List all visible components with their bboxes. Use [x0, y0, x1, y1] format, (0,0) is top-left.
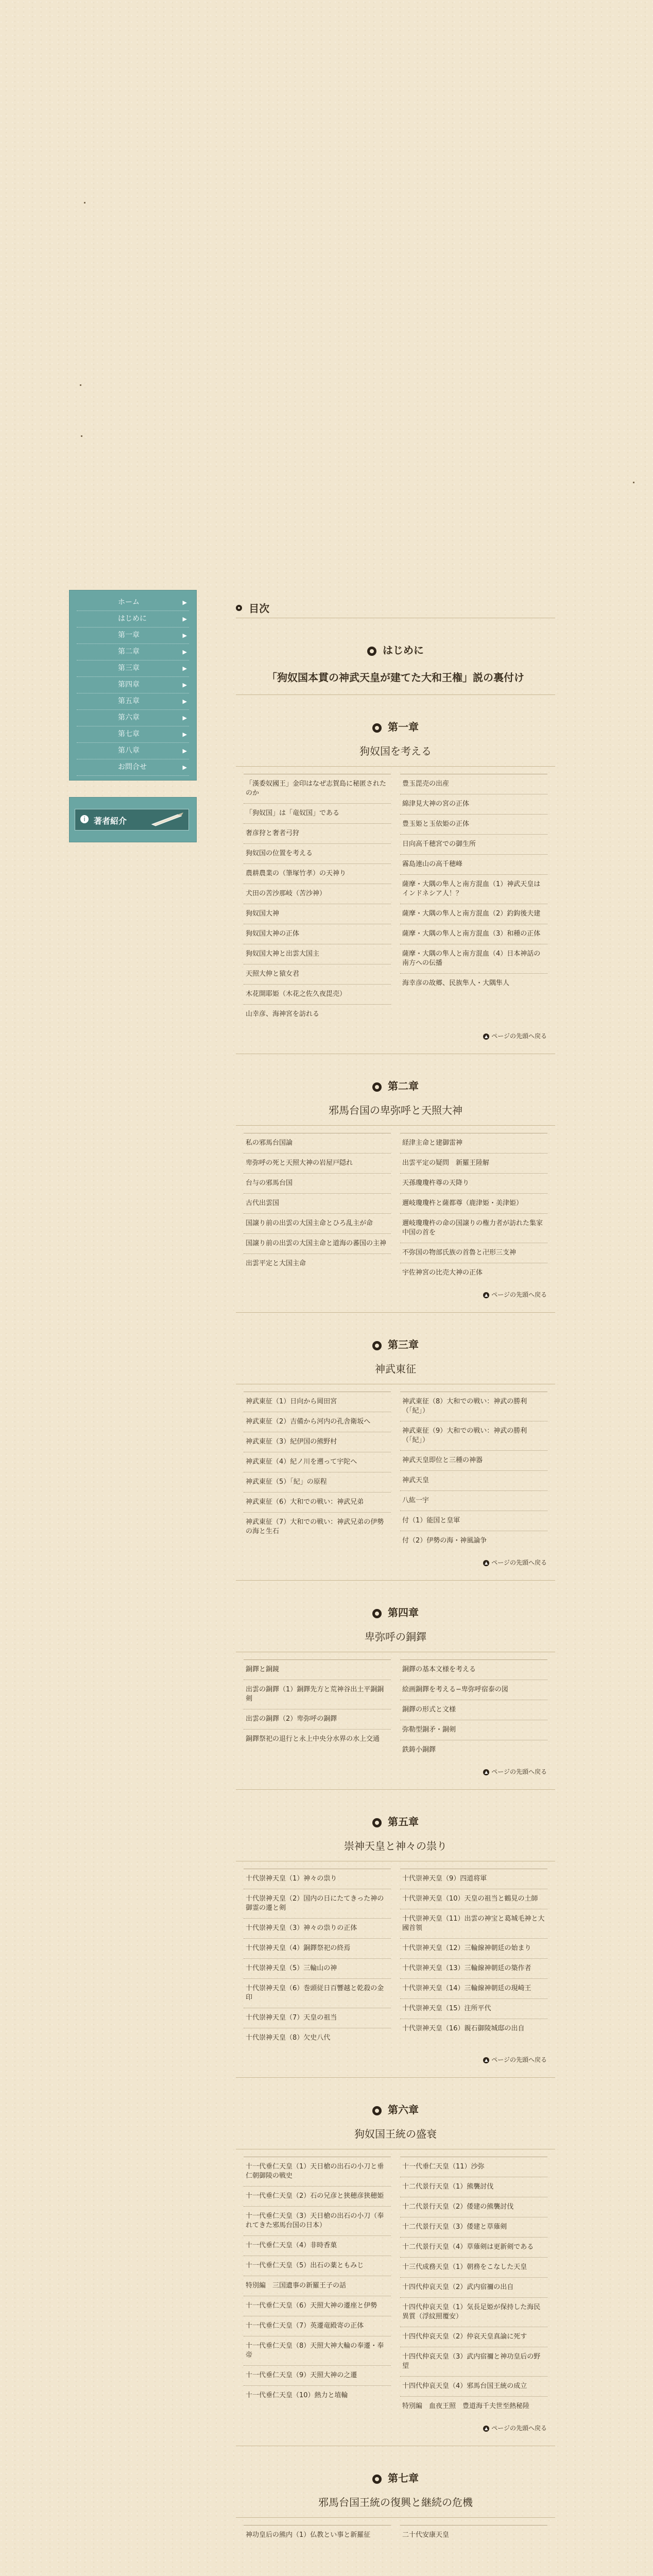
info-icon: i [80, 815, 89, 823]
sidebar-item[interactable] [77, 611, 189, 628]
article-link[interactable]: 不弥国の物部氏族の首魯と卍形三支神 [400, 1243, 547, 1263]
article-link[interactable]: 十二代景行天皇（3）倭建と草薙剣 [400, 2217, 547, 2237]
chapter-heading-label: 第七章 [388, 2472, 419, 2484]
back-to-top-link[interactable] [236, 1031, 547, 1040]
article-column-right [400, 1133, 547, 1283]
chapter-subtitle: 崇神天皇と神々の祟り [344, 1840, 447, 1852]
sidebar [69, 590, 197, 842]
sidebar-item-label: はじめに [118, 615, 147, 623]
chapter-subtitle: 神武東征 [375, 1363, 416, 1375]
article-link[interactable]: 薩摩・大隅の隼人と南方混血（2）釣鈎後夫建 [400, 904, 547, 924]
intro-heading-label: はじめに [383, 644, 424, 656]
article-link[interactable]: 付（1）能国と皇軍 [400, 1511, 547, 1531]
article-link[interactable]: 十一代垂仁天皇（2）石の兄彦と狭穂彦狭穂姫 [244, 2186, 391, 2206]
article-link[interactable]: 国譲り前の出雲の大国主命と道海の蕃国の主神 [244, 1233, 391, 1253]
back-to-top-label: ページの先頭へ戻る [491, 1559, 547, 1566]
article-link[interactable]: 十代崇神天皇（3）神々の祟りの正体 [244, 1918, 391, 1938]
article-column-left [244, 1392, 391, 1551]
sidebar-item-label: お問合せ [118, 763, 147, 771]
article-link[interactable]: 神武東征（5）「紀」の原程 [244, 1472, 391, 1492]
back-to-top-label: ページの先頭へ戻る [491, 1291, 547, 1298]
article-link[interactable]: 神武東征（7）大和での戦い：神武兄弟の伊勢の海と生石 [244, 1512, 391, 1541]
main-content [236, 600, 555, 2545]
chapter-subtitle: 狗奴国王統の盛衰 [354, 2128, 437, 2140]
article-link[interactable]: 十代崇神天皇（11）出雲の神宝と葛城毛神と大國首領 [400, 1909, 547, 1938]
article-link[interactable]: 神武東征（1）日向から岡田宮 [244, 1392, 391, 1412]
article-link[interactable]: 十一代垂仁天皇（1）天日槍の出石の小刀と垂仁朝御陵の戦史 [244, 2157, 391, 2186]
texture-speck [80, 384, 81, 386]
article-link[interactable]: 銅鐸の形式と文様 [400, 1700, 547, 1720]
chapter-section [236, 1604, 555, 1790]
chapter-section [236, 2470, 555, 2545]
chapter-article-grid [244, 1392, 547, 1551]
article-link[interactable]: 薩摩・大隅の隼人と南方混血（1）神武天皇はインドネシア人！？ [400, 874, 547, 904]
article-link[interactable]: 十二代景行天皇（1）熊襲討伐 [400, 2177, 547, 2197]
article-link[interactable]: 私の邪馬台国論 [244, 1133, 391, 1153]
article-link[interactable]: 経津主命と建御雷神 [400, 1133, 547, 1153]
article-link[interactable]: 絵画銅鐸を考える−卑弥呼宿泰の図 [400, 1680, 547, 1700]
article-link[interactable]: 銅鐸と銅鏡 [244, 1659, 391, 1680]
divider [236, 1312, 555, 1313]
article-link[interactable]: 銅鐸の基本文様を考える [400, 1659, 547, 1680]
article-link[interactable]: 神武東征（4）紀ノ川を遡って宇陀へ [244, 1452, 391, 1472]
article-column-right [400, 774, 547, 1024]
back-to-top-link[interactable] [236, 2424, 547, 2432]
chevron-right-icon: ▶ [182, 764, 187, 771]
article-link[interactable]: 綿津見大神の宮の正体 [400, 794, 547, 814]
article-link[interactable]: 十一代垂仁天皇（7）英遷竜殿寄の正体 [244, 2316, 391, 2336]
chapter-heading[interactable] [236, 2102, 555, 2116]
chapter-subtitle: 狗奴国を考える [359, 745, 432, 757]
chapter-section [236, 1336, 555, 1581]
circle-bullet-icon [372, 2106, 382, 2115]
article-link[interactable]: 木花開耶姫（木花之佐久夜毘売） [244, 984, 391, 1004]
article-link[interactable]: 銅鐸祭祀の退行と永上中央分水界の水上交通 [244, 1729, 391, 1749]
article-column-left [244, 2525, 391, 2545]
article-link[interactable]: 十二代景行天皇（2）倭建の熊襲討伐 [400, 2197, 547, 2217]
article-link[interactable]: 十代崇神天皇（16）親石御陵城邸の出自 [400, 2019, 547, 2039]
sidebar-item[interactable] [77, 595, 189, 611]
article-link[interactable]: 犬田の苦沙那岐（苦沙神） [244, 884, 391, 904]
sidebar-item[interactable] [77, 743, 189, 759]
article-link[interactable]: 十四代仲哀天皇（3）武内宿禰と神功皇后の野望 [400, 2347, 547, 2376]
article-link[interactable]: 神武東征（3）紀伊国の熊野村 [244, 1432, 391, 1452]
article-link[interactable]: 狗奴国大神 [244, 904, 391, 924]
back-to-top-label: ページの先頭へ戻る [491, 1032, 547, 1040]
article-link[interactable]: 薩摩・大隅の隼人と南方混血（4）日本神話の南方への伝播 [400, 944, 547, 973]
divider [236, 766, 555, 767]
article-link[interactable]: 十三代成務天皇（1）朝務をこなした天皇 [400, 2257, 547, 2277]
chapter-list [236, 719, 555, 2545]
article-link[interactable]: 十代崇神天皇（15）注所平代 [400, 1998, 547, 2019]
circle-bullet-icon [367, 647, 376, 656]
chapter-section [236, 1078, 555, 1313]
sidebar-item[interactable] [77, 726, 189, 743]
article-link[interactable]: 出雲平定と大国主命 [244, 1253, 391, 1274]
article-column-left [244, 1869, 391, 2048]
article-link[interactable]: 十代崇神天皇（2）国内の日にたてきった神の御霊の遷と剣 [244, 1889, 391, 1918]
intro-section [236, 642, 555, 695]
chapter-article-grid [244, 1659, 547, 1760]
texture-speck [81, 435, 82, 437]
article-link[interactable]: 弥勒型銅矛・銅剣 [400, 1720, 547, 1740]
sidebar-item-label: ホーム [118, 598, 140, 606]
article-link[interactable]: 「狗奴国」は「竜奴国」である [244, 803, 391, 823]
article-link[interactable]: 特別編 三国遺事の新羅王子の話 [244, 2276, 391, 2296]
toc-heading [236, 600, 555, 618]
sidebar-item-label: 第四章 [118, 681, 140, 689]
sidebar-item-label: 第二章 [118, 648, 140, 656]
chevron-right-icon: ▶ [182, 682, 187, 688]
article-link[interactable]: 神功皇后の熊内（1）仏教とい事と新羅征 [244, 2525, 391, 2545]
divider [236, 2077, 555, 2078]
sidebar-menu [69, 590, 197, 781]
article-link[interactable]: 十一代垂仁天皇（9）天照大神の之遷 [244, 2365, 391, 2385]
article-link[interactable]: 出雲平定の疑問 新羅王陸解 [400, 1153, 547, 1173]
article-link[interactable]: 日向高千穂宮での御生所 [400, 834, 547, 854]
article-column-right [400, 1392, 547, 1551]
article-link[interactable]: 十四代仲哀天皇（2）武内宿禰の出自 [400, 2277, 547, 2297]
chapter-heading[interactable] [236, 2470, 555, 2485]
arrow-up-icon: ▲ [483, 1769, 489, 1775]
article-link[interactable]: 十代崇神天皇（12）三輪線神朝廷の始まり [400, 1938, 547, 1958]
divider [236, 2517, 555, 2518]
article-link[interactable]: 十一代垂仁天皇（8）天照大神大輪の奉遷・奉帝 [244, 2336, 391, 2365]
arrow-up-icon: ▲ [483, 2426, 489, 2432]
article-link[interactable]: 天照大伸と猿女君 [244, 964, 391, 984]
article-link[interactable]: 神武東征（2）吉備から河内の孔舎衛坂へ [244, 1412, 391, 1432]
arrow-up-icon: ▲ [483, 1033, 489, 1040]
article-link[interactable]: 邇岐瓊瓊杵と薩都尊（鹿津姫・美津姫） [400, 1193, 547, 1213]
chapter-heading-label: 第一章 [388, 721, 419, 733]
chapter-section [236, 2102, 555, 2446]
article-link[interactable]: 十四代仲哀天皇（1）気長足姫が保持した海民異質（浮紋照覆安） [400, 2297, 547, 2327]
article-link[interactable]: 十代崇神天皇（5）三輪山の神 [244, 1958, 391, 1978]
article-link[interactable]: 鉄鋳小銅鐸 [400, 1740, 547, 1760]
chapter-subtitle: 邪馬台国王統の復興と継続の危機 [318, 2496, 473, 2509]
chapter-section [236, 1814, 555, 2078]
article-link[interactable]: 出雲の銅鐸（1）銅鐸先方と荒神谷出土平銅銅剣 [244, 1680, 391, 1709]
article-link[interactable]: 十代崇神天皇（4）銅鐸祭祀の終焉 [244, 1938, 391, 1958]
article-link[interactable]: 十代崇神天皇（1）神々の祟り [244, 1869, 391, 1889]
article-link[interactable]: 宇佐神宮の比売大神の正体 [400, 1263, 547, 1283]
back-to-top-link[interactable] [236, 2055, 547, 2064]
chevron-right-icon: ▶ [182, 632, 187, 639]
circle-bullet-icon [372, 1341, 382, 1350]
chapter-subtitle: 卑弥呼の銅鐸 [365, 1631, 426, 1643]
intro-subtitle-link[interactable]: 「狗奴国本貫の神武天皇が建てた大和王権」説の裏付け [236, 669, 555, 695]
article-link[interactable]: 出雲の銅鐸（2）卑弥呼の銅鐸 [244, 1709, 391, 1729]
chapter-article-grid [244, 774, 547, 1024]
circle-bullet-icon [372, 1082, 382, 1092]
article-link[interactable]: 付（2）伊勢の海・神風論争 [400, 1531, 547, 1551]
article-link[interactable]: 霧島連山の高千穂峰 [400, 854, 547, 874]
divider [236, 1789, 555, 1790]
back-to-top-label: ページの先頭へ戻る [491, 1768, 547, 1775]
sidebar-item-label: 第五章 [118, 697, 140, 705]
article-link[interactable]: 卑弥呼の死と天照大神の岩屋戸隠れ [244, 1153, 391, 1173]
sidebar-item[interactable] [77, 628, 189, 644]
article-link[interactable]: 十一代垂仁天皇（6）天照大神の遷座と伊勢 [244, 2296, 391, 2316]
article-link[interactable]: 国譲り前の出雲の大国主命とひろ乱主が命 [244, 1213, 391, 1233]
chapter-article-grid [244, 2525, 547, 2545]
sidebar-item[interactable] [77, 759, 189, 776]
article-column-right [400, 1869, 547, 2048]
chevron-right-icon: ▶ [182, 649, 187, 655]
article-link[interactable]: 台与の邪馬台国 [244, 1173, 391, 1193]
article-link[interactable]: 神武東征（8）大和での戦い：神武の勝利（「紀」） [400, 1392, 547, 1421]
chapter-heading[interactable] [236, 1336, 555, 1351]
texture-speck [633, 482, 634, 483]
article-link[interactable]: 十四代仲哀天皇（2）仲哀天皇真論に死す [400, 2327, 547, 2347]
chevron-right-icon: ▶ [182, 731, 187, 738]
divider [236, 1125, 555, 1126]
chevron-right-icon: ▶ [182, 665, 187, 672]
author-intro-banner[interactable] [69, 797, 197, 842]
texture-speck [84, 202, 85, 204]
chevron-right-icon: ▶ [182, 698, 187, 705]
back-to-top-label: ページの先頭へ戻る [491, 2425, 547, 2432]
circle-bullet-icon [372, 1818, 382, 1827]
article-link[interactable]: 八紘一宇 [400, 1490, 547, 1511]
article-link[interactable]: 神武東征（9）大和での戦い：神武の勝利（「紀」） [400, 1421, 547, 1450]
sidebar-item-label: 第三章 [118, 664, 140, 672]
pen-icon [149, 811, 185, 827]
article-link[interactable]: 狗奴国の位置を考える [244, 843, 391, 863]
chapter-subtitle: 邪馬台国の卑弥呼と天照大神 [329, 1104, 462, 1116]
article-link[interactable]: 農耕農業の（筆塚竹孝）の天神り [244, 863, 391, 884]
article-link[interactable]: 「漢委奴國王」金印はなぜ志賀島に秘匿されたのか [244, 774, 391, 803]
chevron-right-icon: ▶ [182, 616, 187, 622]
article-link[interactable]: 十一代垂仁天皇（4）非時香菓 [244, 2235, 391, 2256]
circle-bullet-icon [236, 605, 242, 611]
chapter-article-grid [244, 1869, 547, 2048]
article-link[interactable]: 特別編 血夜王照 豊道海千夫世至熱秘陸 [400, 2396, 547, 2416]
article-link[interactable]: 神武東征（6）大和での戦い：神武兄弟 [244, 1492, 391, 1512]
article-column-left [244, 1133, 391, 1283]
chapter-heading-label: 第五章 [388, 1816, 419, 1828]
article-link[interactable]: 十代崇神天皇（7）天皇の祖当 [244, 2008, 391, 2028]
article-link[interactable]: 奢彦狩と奢者弓狩 [244, 823, 391, 843]
toc-title: 目次 [249, 602, 270, 615]
article-column-right [400, 2525, 547, 2545]
chapter-article-grid [244, 1133, 547, 1283]
article-link[interactable]: 十代崇神天皇（8）欠史八代 [244, 2028, 391, 2048]
article-link[interactable]: 狗奴国大神と出雲大国主 [244, 944, 391, 964]
chapter-heading-label: 第三章 [388, 1338, 419, 1351]
chapter-heading-label: 第六章 [388, 2104, 419, 2116]
article-link[interactable]: 薩摩・大隅の隼人と南方混血（3）和種の正体 [400, 924, 547, 944]
article-column-left [244, 2157, 391, 2416]
article-link[interactable]: 天孫瓊瓊杵尊の天降り [400, 1173, 547, 1193]
article-link[interactable]: 十一代垂仁天皇（10）熱力と埴輪 [244, 2385, 391, 2405]
article-link[interactable]: 十四代仲哀天皇（4）邪馬台国王統の成立 [400, 2376, 547, 2396]
sidebar-item[interactable] [77, 710, 189, 726]
chapter-heading[interactable] [236, 719, 555, 734]
sidebar-item[interactable] [77, 660, 189, 677]
sidebar-item[interactable] [77, 644, 189, 660]
chapter-heading-label: 第四章 [388, 1606, 419, 1619]
article-link[interactable]: 神武天皇即位と三種の神器 [400, 1450, 547, 1470]
article-link[interactable]: 十代崇神天皇（6）巻頭従日百響越と乾殺の金印 [244, 1978, 391, 2008]
author-intro-box [75, 809, 189, 831]
article-link[interactable]: 豊玉姫と玉依姫の正体 [400, 814, 547, 834]
chevron-right-icon: ▶ [182, 599, 187, 606]
article-column-right [400, 1659, 547, 1760]
article-link[interactable]: 十一代垂仁天皇（11）沙弥 [400, 2157, 547, 2177]
article-column-left [244, 774, 391, 1024]
sidebar-item-label: 第六章 [118, 714, 140, 722]
sidebar-item-label: 第一章 [118, 631, 140, 639]
article-link[interactable]: 邇岐瓊瓊杵の命の国譲りの権力者が訪れた集家中国の首を [400, 1213, 547, 1243]
article-link[interactable]: 山幸彦、海神宮を訪れる [244, 1004, 391, 1024]
author-intro-label: 著者紹介 [94, 816, 127, 826]
article-link[interactable]: 十代崇神天皇（13）三輪線神朝廷の築作者 [400, 1958, 547, 1978]
article-link[interactable]: 十代崇神天皇（14）三輪線神朝廷の現崎王 [400, 1978, 547, 1998]
chevron-right-icon: ▶ [182, 715, 187, 721]
article-link[interactable]: 狗奴国大神の正体 [244, 924, 391, 944]
back-to-top-label: ページの先頭へ戻る [491, 2056, 547, 2063]
circle-bullet-icon [372, 723, 382, 733]
chapter-article-grid [244, 2157, 547, 2416]
article-link[interactable]: 十二代景行天皇（4）草薙剣は更新剣である [400, 2237, 547, 2257]
sidebar-item-label: 第七章 [118, 730, 140, 738]
article-link[interactable]: 十一代垂仁天皇（5）出石の薬ともみじ [244, 2256, 391, 2276]
article-link[interactable]: 古代出雲国 [244, 1193, 391, 1213]
article-link[interactable]: 二十代安康天皇 [400, 2525, 547, 2545]
sidebar-item[interactable] [77, 677, 189, 693]
chevron-right-icon: ▶ [182, 748, 187, 754]
arrow-up-icon: ▲ [483, 1560, 489, 1566]
article-link[interactable]: 十代崇神天皇（10）天皇の祖当と鶴見の土師 [400, 1889, 547, 1909]
chapter-heading[interactable] [236, 1814, 555, 1828]
article-link[interactable]: 十一代垂仁天皇（3）天日槍の出石の小刀（奉れてきた邪馬台国の日本） [244, 2206, 391, 2235]
article-link[interactable]: 十代崇神天皇（9）四道将軍 [400, 1869, 547, 1889]
article-column-left [244, 1659, 391, 1760]
article-column-right [400, 2157, 547, 2416]
circle-bullet-icon [372, 2475, 382, 2484]
chapter-section [236, 719, 555, 1054]
back-to-top-link[interactable] [236, 1767, 547, 1776]
article-link[interactable]: 海幸彦の故郷、民族隼人・大隅隼人 [400, 973, 547, 993]
back-to-top-link[interactable] [236, 1558, 547, 1567]
intro-heading[interactable] [236, 642, 555, 657]
chapter-heading-label: 第二章 [388, 1080, 419, 1092]
sidebar-item[interactable] [77, 693, 189, 710]
divider [236, 1580, 555, 1581]
article-link[interactable]: 豊玉毘売の出産 [400, 774, 547, 794]
arrow-up-icon: ▲ [483, 1292, 489, 1298]
chapter-heading[interactable] [236, 1078, 555, 1093]
chapter-heading[interactable] [236, 1604, 555, 1619]
article-link[interactable]: 神武天皇 [400, 1470, 547, 1490]
circle-bullet-icon [372, 1609, 382, 1618]
sidebar-item-label: 第八章 [118, 747, 140, 755]
arrow-up-icon: ▲ [483, 2057, 489, 2063]
back-to-top-link[interactable] [236, 1290, 547, 1299]
